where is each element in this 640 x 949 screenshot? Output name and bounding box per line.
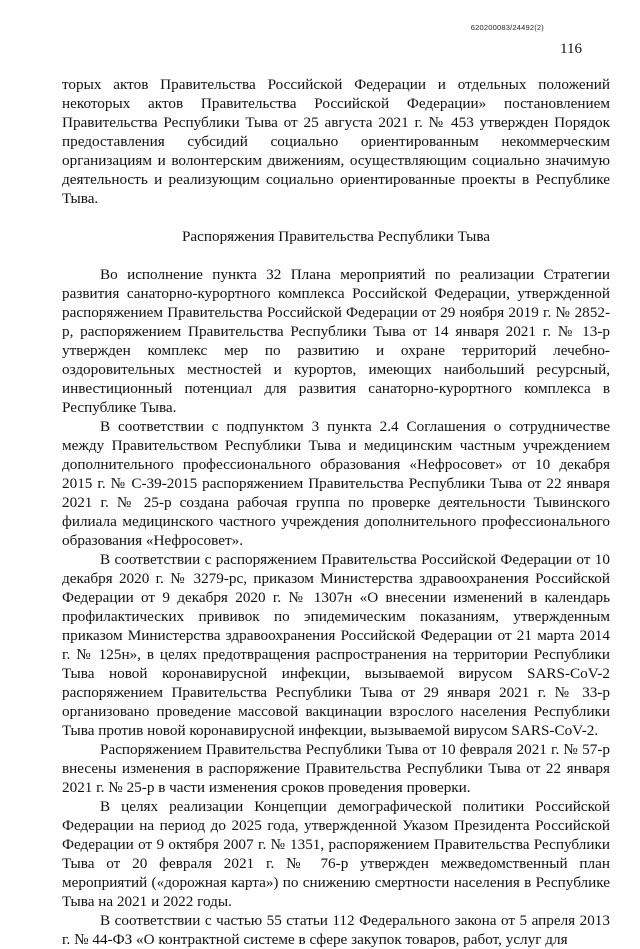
- paragraph-continued: торых актов Правительства Российской Федерации и отдельных положений некоторых актов Правительства Российской Федерации» постановлением Правительства Республики Тыва от 25 августа 2021 г. № 453 утвержден Порядок предоставления субсидий социально ориентированным некоммерческим организациям и волонтерским движениям, осуществляющим социально значимую деятельность и реализующим социально ориентированные проекты в Республике Тыва.: [62, 76, 610, 207]
- paragraph: В соответствии с частью 55 статьи 112 Федерального закона от 5 апреля 2013 г. № 44-ФЗ «О контрактной системе в сфере закупок товаров, работ, услуг для: [62, 912, 610, 948]
- page-number: 116: [560, 41, 582, 57]
- paragraph: В соответствии с подпунктом 3 пункта 2.4 Соглашения о сотрудничестве между Правительством Республики Тыва и медицинским частным учреждением дополнительного профессионального образования «Нефросовет» от 10 декабря 2015 г. № С-39-2015 распоряжением Правительства Республики Тыва от 22 января 2021 г. № 25-р создана рабочая группа по проверке деятельности Тывинского филиала медицинского частного учреждения дополнительного профессионального образования «Нефросовет».: [62, 418, 610, 549]
- paragraph: Во исполнение пункта 32 Плана мероприятий по реализации Стратегии развития санаторно-курортного комплекса Российской Федерации, утвержденной распоряжением Правительства Российской Федерации от 29 ноября 2019 г. № 2852-р, распоряжением Правительства Республики Тыва от 14 января 2021 г. № 13-р утвержден комплекс мер по развитию и охране территорий лечебно-оздоровительных местностей и курортов, имеющих наибольший ресурсный, инвестиционный потенциал для развития санаторно-курортного комплекса в Республике Тыва.: [62, 266, 610, 416]
- page-body: [62, 75, 610, 949]
- paragraph: В целях реализации Концепции демографической политики Российской Федерации на период до 2025 года, утвержденной Указом Президента Российской Федерации от 9 октября 2007 г. № 1351, распоряжением Правительства Республики Тыва от 20 февраля 2021 г. № 76-р утвержден межведомственный план мероприятий («дорожная карта») по снижению смертности населения в Республике Тыва на 2021 и 2022 годы.: [62, 798, 610, 910]
- document-id: 620200083/24492(2): [470, 23, 544, 32]
- section-heading: Распоряжения Правительства Республики Тыва: [181, 228, 491, 245]
- paragraph: В соответствии с распоряжением Правительства Российской Федерации от 10 декабря 2020 г. № 3279-рс, приказом Министерства здравоохранения Российской Федерации от 9 декабря 2020 г. № 1307н «О внесении изменений в календарь профилактических прививок по эпидемическим показаниям, утвержденным приказом Министерства здравоохранения Российской Федерации от 21 марта 2014 г. № 125н», в целях предотвращения распространения на территории Республики Тыва новой коронавирусной инфекции, вызываемой вирусом SARS-CoV-2 распоряжением Правительства Республики Тыва от 29 января 2021 г. № 33-р организовано проведение массовой вакцинации взрослого населения Республики Тыва против новой коронавирусной инфекции, вызываемой вирусом SARS-CoV-2.: [62, 551, 610, 739]
- paragraph: Распоряжением Правительства Республики Тыва от 10 февраля 2021 г. № 57-р внесены изменения в распоряжение Правительства Республики Тыва от 22 января 2021 г. № 25-р в части изменения сроков проведения проверки.: [62, 741, 610, 796]
